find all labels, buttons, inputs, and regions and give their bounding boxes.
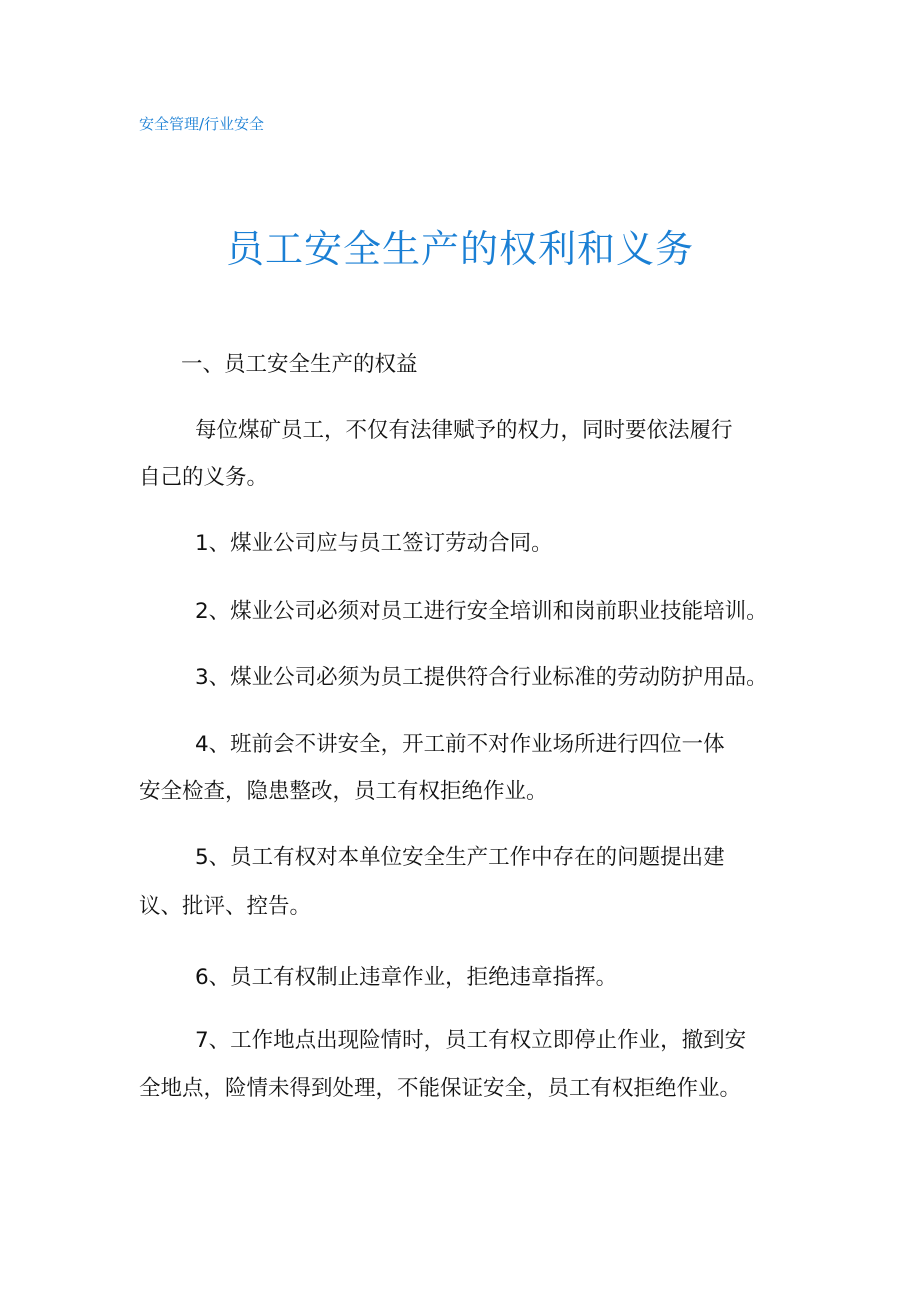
list-item-4-line-2: 安全检查，隐患整改，员工有权拒绝作业。 [139,779,548,804]
list-item-1: 1、煤业公司应与员工签订劳动合同。 [195,531,553,556]
list-item-7-line-2: 全地点，险情未得到处理，不能保证安全，员工有权拒绝作业。 [139,1076,742,1101]
list-item-3: 3、煤业公司必须为员工提供符合行业标准的劳动防护用品。 [195,665,768,690]
intro-line-2: 自己的义务。 [139,465,269,490]
list-item-7-line-1: 7、工作地点出现险情时，员工有权立即停止作业，撤到安 [195,1028,747,1053]
list-item-5-line-1: 5、员工有权对本单位安全生产工作中存在的问题提出建 [195,845,725,870]
list-item-5-line-2: 议、批评、控告。 [139,894,312,919]
document-title: 员工安全生产的权利和义务 [225,227,694,271]
list-item-6: 6、员工有权制止违章作业，拒绝违章指挥。 [195,965,618,990]
category-breadcrumb: 安全管理/行业安全 [139,115,265,133]
list-item-2: 2、煤业公司必须对员工进行安全培训和岗前职业技能培训。 [195,599,768,624]
section-heading: 一、员工安全生产的权益 [181,352,418,377]
intro-line-1: 每位煤矿员工，不仅有法律赋予的权力，同时要依法履行 [195,418,733,443]
list-item-4-line-1: 4、班前会不讲安全，开工前不对作业场所进行四位一体 [195,732,725,757]
